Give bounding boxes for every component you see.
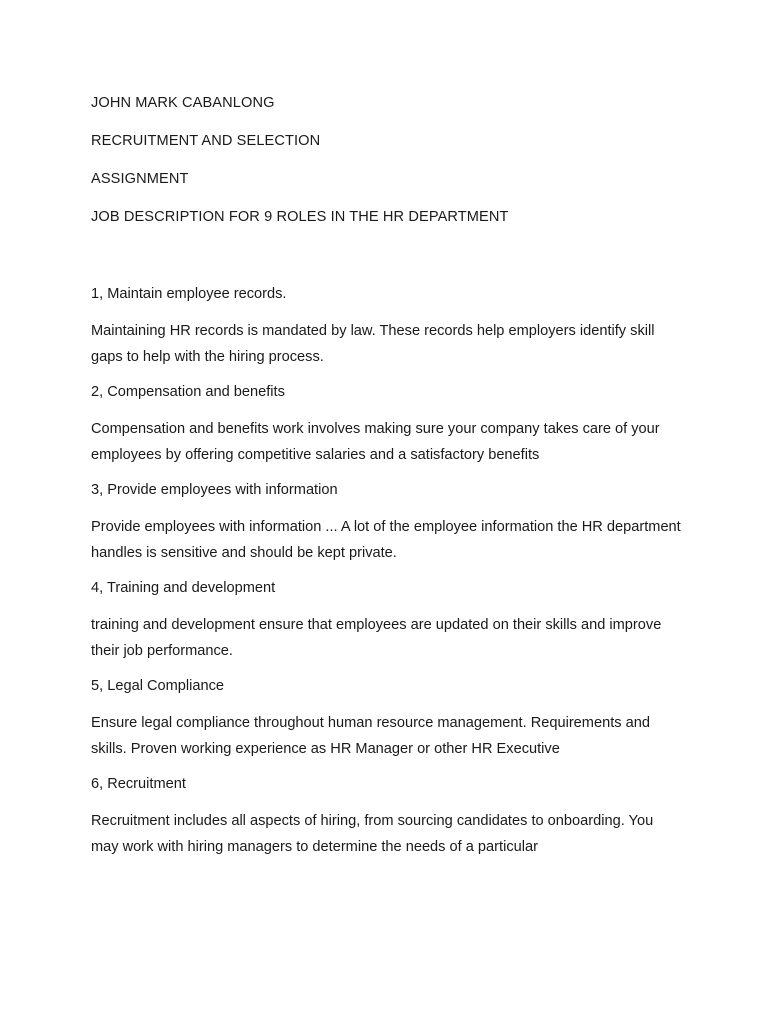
role-description: Maintaining HR records is mandated by law. These records help employers identify skill gaps to help with the hiring process. (91, 323, 655, 365)
role-item-4 (91, 578, 691, 664)
assignment-label: ASSIGNMENT (91, 171, 189, 187)
course-name: RECRUITMENT AND SELECTION (91, 133, 321, 149)
role-title: 6, Recruitment (91, 776, 186, 792)
role-title: 3, Provide employees with information (91, 482, 338, 498)
role-item-3 (91, 480, 691, 566)
role-item-1 (91, 284, 691, 370)
document-content (91, 93, 691, 872)
document-title: JOB DESCRIPTION FOR 9 ROLES IN THE HR DEPARTMENT (91, 209, 509, 225)
role-description: training and development ensure that employees are updated on their skills and improve their job performance. (91, 617, 662, 659)
role-title: 5, Legal Compliance (91, 678, 225, 694)
role-description: Ensure legal compliance throughout human resource management. Requirements and skills. Proven working experience as HR Manager or other HR Executive (91, 715, 650, 757)
author-name: JOHN MARK CABANLONG (91, 95, 275, 111)
role-item-2 (91, 382, 691, 468)
role-description: Provide employees with information ... A lot of the employee information the HR department handles is sensitive and should be kept private. (91, 519, 681, 561)
role-description: Compensation and benefits work involves making sure your company takes care of your employees by offering competitive salaries and a satisfactory benefits (91, 421, 660, 463)
role-description: Recruitment includes all aspects of hiring, from sourcing candidates to onboarding. You may work with hiring managers to determine the needs of a particular (91, 813, 654, 855)
role-title: 4, Training and development (91, 580, 276, 596)
role-title: 1, Maintain employee records. (91, 286, 287, 302)
role-title: 2, Compensation and benefits (91, 384, 285, 400)
role-item-6 (91, 774, 691, 860)
role-item-5 (91, 676, 691, 762)
